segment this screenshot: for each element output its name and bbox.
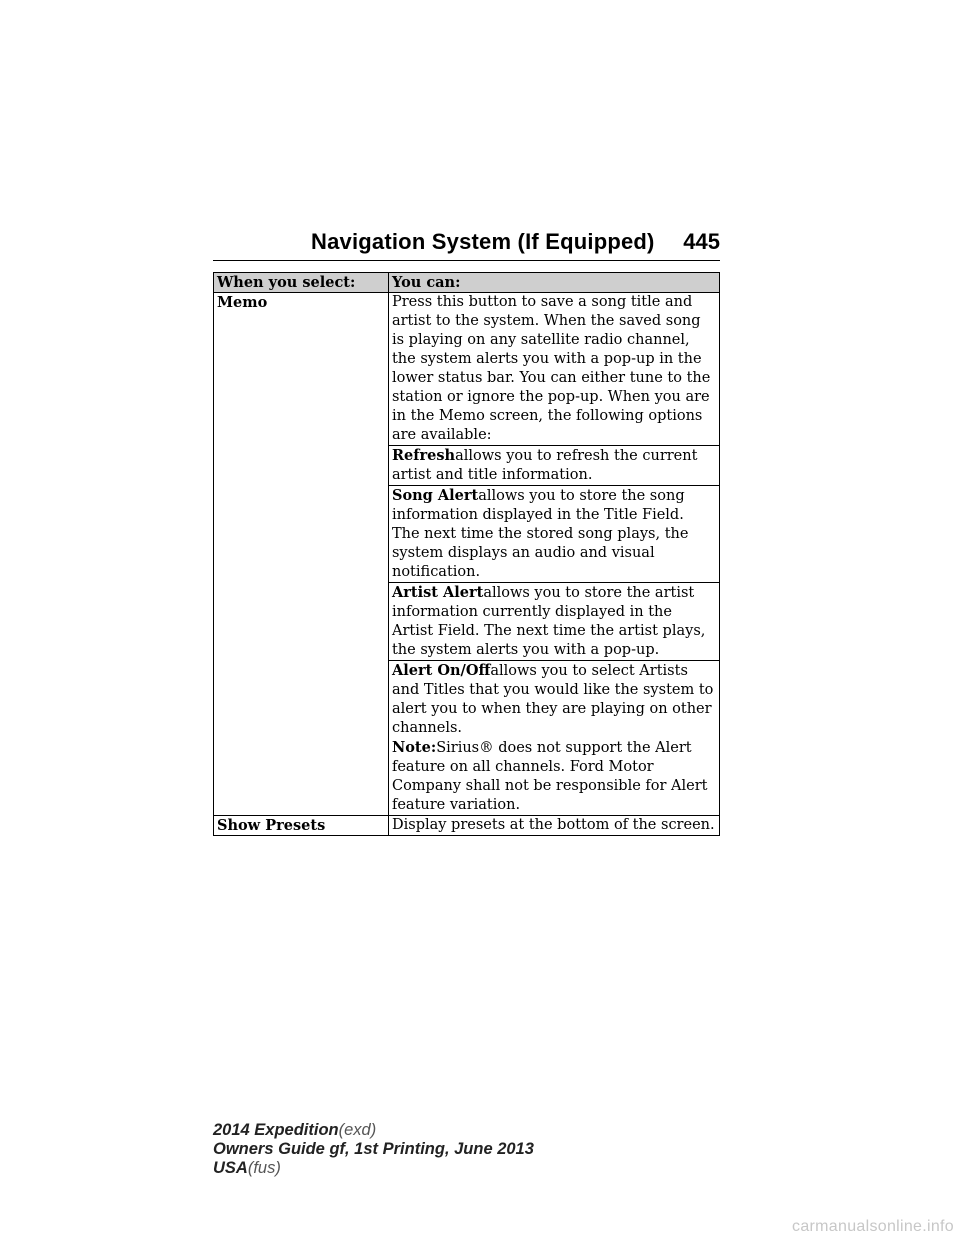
footer-line-1 [213, 1121, 534, 1140]
memo-label: Memo [214, 293, 389, 816]
option-artist-alert [388, 583, 719, 661]
table-row [214, 293, 720, 446]
footer-region-code: (fus) [247, 1159, 281, 1177]
option-desc: allows you to store the song information displayed in the Title Field. The next time the stored song plays, the system displays an audio and visual notification. [391, 488, 689, 580]
footer-line-3 [213, 1159, 534, 1178]
footer-model: 2014 Expedition [213, 1121, 339, 1139]
option-term: Artist Alert [391, 584, 484, 601]
option-desc: allows you to select Artists and Titles that you would like the system to alert you to when they are playing on other channels. [391, 663, 714, 736]
option-desc: allows you to refresh the current artist and title information. [391, 448, 698, 483]
page-footer [213, 1121, 534, 1178]
page-number: 445 [683, 229, 720, 254]
option-alert-on-off [388, 661, 719, 816]
table-row [214, 816, 720, 836]
note-label: Note: [391, 739, 437, 756]
column-header-select: When you select: [214, 273, 389, 293]
memo-description: Press this button to save a song title and artist to the system. When the saved song is playing on any satellite radio channel, the system alerts you with a pop-up in the lower status bar. You can either tune to the station or ignore the pop-up. When you are in the Memo screen, the following options are available: [388, 293, 719, 446]
column-header-can: You can: [388, 273, 719, 293]
show-presets-description: Display presets at the bottom of the screen. [388, 816, 719, 836]
options-table [213, 272, 720, 836]
show-presets-label: Show Presets [214, 816, 389, 836]
table-header-row [214, 273, 720, 293]
note-text: Sirius® does not support the Alert feature on all channels. Ford Motor Company shall not be responsible for Alert feature variation. [391, 740, 708, 813]
option-term: Alert On/Off [391, 662, 491, 679]
option-desc: allows you to store the artist information currently displayed in the Artist Field. The next time the artist plays, the system alerts you with a pop-up. [391, 585, 706, 658]
option-refresh [388, 446, 719, 486]
section-title: Navigation System (If Equipped) [311, 229, 655, 254]
option-term: Song Alert [391, 487, 479, 504]
footer-line-2: Owners Guide gf, 1st Printing, June 2013 [213, 1140, 534, 1158]
footer-model-code: (exd) [338, 1121, 377, 1139]
page-header [213, 228, 720, 261]
option-term: Refresh [391, 447, 456, 464]
footer-region: USA [213, 1159, 248, 1177]
option-song-alert [388, 486, 719, 583]
watermark: carmanualsonline.info [792, 1218, 954, 1235]
